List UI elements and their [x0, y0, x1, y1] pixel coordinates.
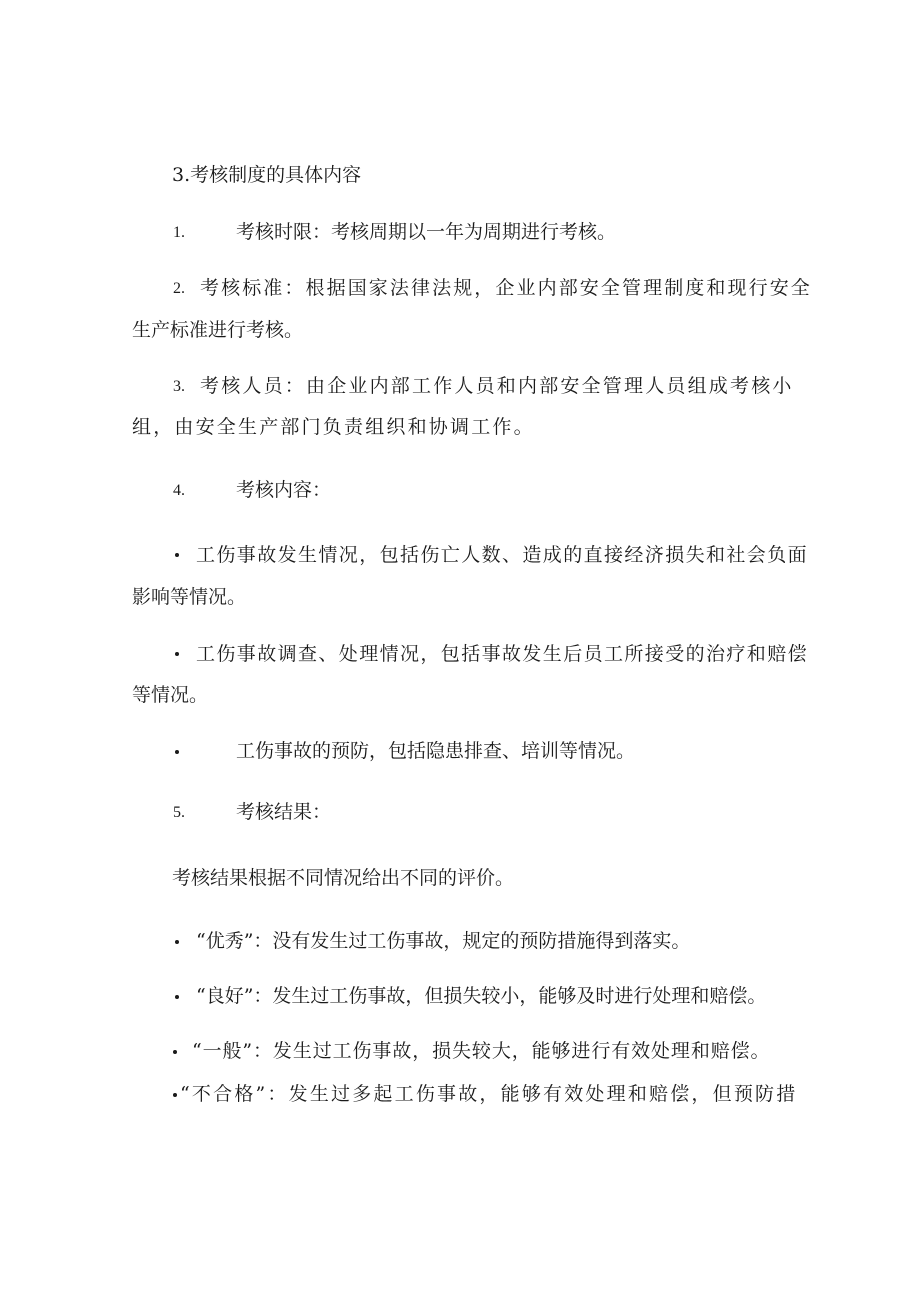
- bullet-dot: [173, 1050, 177, 1054]
- bullet-dot: [175, 995, 179, 999]
- item-4-number: 4.: [173, 482, 185, 499]
- bullet-dot: [175, 652, 179, 656]
- result-intro: 考核结果根据不同情况给出不同的评价。: [172, 867, 515, 889]
- item-1-number: 1.: [173, 224, 185, 241]
- item-4-text: 考核内容：: [236, 479, 332, 501]
- item-2-line-2: 生产标准进行考核。: [132, 319, 304, 341]
- content-bullet-1-line-2: 影响等情况。: [132, 586, 247, 608]
- result-excellent: “优秀”：没有发生过工伤事故，规定的预防措施得到落实。: [196, 930, 691, 952]
- item-1-text: 考核时限：考核周期以一年为周期进行考核。: [236, 221, 617, 243]
- bullet-dot: [173, 1093, 177, 1097]
- content-bullet-1-line-1: 工伤事故发生情况，包括伤亡人数、造成的直接经济损失和社会负面: [196, 544, 809, 566]
- result-good: “良好”：发生过工伤事故，但损失较小，能够及时进行处理和赔偿。: [196, 985, 767, 1007]
- item-3-line-2: 组，由安全生产部门负责组织和协调工作。: [132, 416, 535, 438]
- bullet-dot: [175, 750, 179, 754]
- content-bullet-2-line-1: 工伤事故调查、处理情况，包括事故发生后员工所接受的治疗和赔偿: [196, 643, 809, 665]
- item-2-line-1: 考核标准：根据国家法律法规，企业内部安全管理制度和现行安全: [200, 277, 812, 299]
- item-3-line-1: 考核人员：由企业内部工作人员和内部安全管理人员组成考核小: [200, 375, 794, 397]
- section-heading: 3.考核制度的具体内容: [172, 164, 362, 186]
- content-bullet-2-line-2: 等情况。: [132, 684, 209, 706]
- content-bullet-3: 工伤事故的预防，包括隐患排查、培训等情况。: [236, 740, 636, 762]
- item-5-text: 考核结果：: [236, 801, 332, 823]
- item-2-number: 2.: [173, 280, 185, 297]
- item-5-number: 5.: [173, 804, 185, 821]
- bullet-dot: [175, 940, 179, 944]
- result-unqualified: “不合格”：发生过多起工伤事故，能够有效处理和赔偿，但预防措: [180, 1083, 798, 1105]
- result-average: “一般”：发生过工伤事故，损失较大，能够进行有效处理和赔偿。: [192, 1040, 771, 1062]
- bullet-dot: [175, 553, 179, 557]
- item-3-number: 3.: [173, 378, 185, 395]
